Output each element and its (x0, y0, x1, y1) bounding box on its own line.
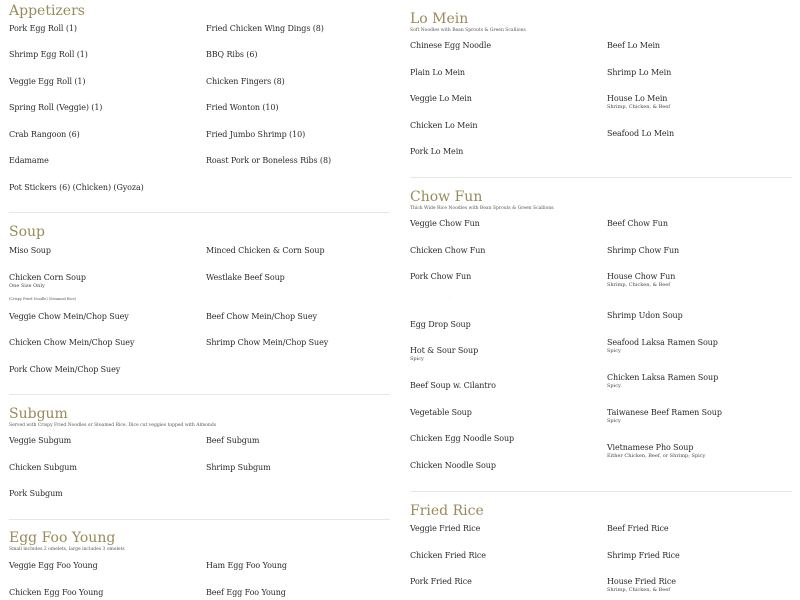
section-title-appetizers: Appetizers (9, 3, 85, 19)
menu-item[interactable]: Pork Chow Fun (410, 272, 472, 281)
menu-item[interactable]: Westlake Beef Soup (206, 273, 285, 282)
menu-item[interactable]: Chicken Egg Foo Young (9, 588, 104, 597)
menu-item[interactable]: Veggie Subgum (9, 436, 72, 445)
menu-item[interactable]: Roast Pork or Boneless Ribs (8) (206, 156, 331, 165)
menu-item[interactable]: Vegetable Soup (410, 408, 472, 417)
section-title-egg-foo-young: Egg Foo Young (9, 530, 116, 546)
menu-item[interactable]: Chicken Chow Fun (410, 246, 486, 255)
menu-item[interactable]: Beef Fried Rice (607, 524, 669, 533)
menu-item[interactable]: Pork Chow Mein/Chop Suey (9, 365, 121, 374)
section-divider (9, 519, 390, 520)
menu-item[interactable]: Pork Fried Rice (410, 577, 472, 586)
section-soup (9, 224, 390, 241)
menu-item[interactable]: Fried Wonton (10) (206, 103, 279, 112)
menu-item[interactable]: Hot & Sour Soup Spicy (410, 346, 479, 362)
menu-item[interactable]: Spring Roll (Veggie) (1) (9, 103, 103, 112)
menu-item[interactable]: Beef Chow Mein/Chop Suey (206, 312, 317, 321)
menu-item[interactable]: Veggie Egg Roll (1) (9, 77, 86, 86)
section-subgum (9, 406, 390, 429)
menu-item[interactable]: House Chow Fun Shrimp, Chicken, & Beef (607, 272, 676, 288)
menu-item[interactable]: Chicken Lo Mein (410, 121, 478, 130)
menu-item[interactable]: Ham Egg Foo Young (206, 561, 287, 570)
section-subtitle-lo-mein: Soft Noodles with Bean Sprouts & Green Scallions (410, 28, 526, 33)
section-chow-fun (410, 189, 792, 212)
menu-item[interactable]: Beef Lo Mein (607, 41, 660, 50)
menu-item[interactable]: Chicken Chow Mein/Chop Suey (9, 338, 135, 347)
menu-item[interactable]: Veggie Fried Rice (410, 524, 481, 533)
menu-item[interactable]: Chicken Corn Soup One Size Only (9, 273, 86, 289)
menu-item[interactable]: Veggie Egg Foo Young (9, 561, 98, 570)
menu-item[interactable]: Pork Lo Mein (410, 147, 464, 156)
menu-item[interactable]: Minced Chicken & Corn Soup (206, 246, 325, 255)
menu-item[interactable]: Shrimp Lo Mein (607, 68, 672, 77)
section-appetizers (9, 3, 390, 20)
section-subtitle-subgum: Served with Crispy Fried Noodles or Steamed Rice. Dice cut veggies topped with Almonds (9, 423, 217, 428)
section-egg-foo-young (9, 530, 390, 553)
menu-item[interactable]: Chicken Noodle Soup (410, 461, 496, 470)
section-divider (9, 212, 390, 213)
menu-item[interactable]: Chinese Egg Noodle (410, 41, 491, 50)
section-title-chow-fun: Chow Fun (410, 189, 483, 205)
menu-item[interactable]: Shrimp Udon Soup (607, 311, 683, 320)
stray-mark: · (449, 295, 451, 300)
menu-item[interactable]: Plain Lo Mein (410, 68, 465, 77)
section-divider (410, 491, 792, 492)
section-title-subgum: Subgum (9, 406, 68, 422)
menu-item[interactable]: Fried Jumbo Shrimp (10) (206, 130, 306, 139)
menu-item[interactable]: Pork Egg Roll (1) (9, 24, 77, 33)
section-title-lo-mein: Lo Mein (410, 11, 469, 27)
menu-item[interactable]: Miso Soup (9, 246, 51, 255)
menu-item[interactable]: Veggie Chow Fun (410, 219, 480, 228)
menu-item[interactable]: Chicken Egg Noodle Soup (410, 434, 515, 443)
menu-item[interactable]: Fried Chicken Wing Dings (8) (206, 24, 324, 33)
section-lo-mein (410, 11, 792, 34)
menu-item[interactable]: House Lo Mein Shrimp, Chicken, & Beef (607, 94, 671, 110)
menu-item[interactable]: Beef Egg Foo Young (206, 588, 286, 597)
menu-item[interactable]: Shrimp Egg Roll (1) (9, 50, 88, 59)
menu-item[interactable]: Edamame (9, 156, 49, 165)
menu-item[interactable]: Shrimp Subgum (206, 463, 271, 472)
menu-item[interactable]: Veggie Lo Mein (410, 94, 472, 103)
section-subtitle-chow-fun: Thick Wide Rice Noodles with Bean Sprouts & Green Scallions (410, 206, 554, 211)
menu-item[interactable]: Seafood Lo Mein (607, 129, 675, 138)
section-divider (410, 177, 792, 178)
menu-item[interactable]: Taiwanese Beef Ramen Soup Spicy (607, 408, 722, 424)
section-divider (9, 394, 390, 395)
menu-item[interactable]: Chicken Laksa Ramen Soup Spicy (607, 373, 719, 389)
menu-item[interactable]: Vietnamese Pho Soup Either Chicken, Beef, or Shrimp; Spicy (607, 443, 706, 459)
menu-item[interactable]: Shrimp Chow Mein/Chop Suey (206, 338, 329, 347)
menu-item[interactable]: Pot Stickers (6) (Chicken) (Gyoza) (9, 183, 144, 192)
menu-item[interactable]: Seafood Laksa Ramen Soup Spicy (607, 338, 718, 354)
section-title-soup: Soup (9, 224, 45, 240)
section-fried-rice (410, 503, 792, 520)
menu-item[interactable]: Crab Rangoon (6) (9, 130, 80, 139)
menu-item[interactable]: Veggie Chow Mein/Chop Suey (9, 312, 129, 321)
menu-item[interactable]: Egg Drop Soup (410, 320, 471, 329)
menu-item[interactable]: Shrimp Chow Fun (607, 246, 680, 255)
section-title-fried-rice: Fried Rice (410, 503, 484, 519)
menu-item[interactable]: House Fried Rice Shrimp, Chicken, & Beef (607, 577, 676, 593)
menu-item[interactable]: Chicken Fingers (8) (206, 77, 285, 86)
section-subtitle-egg-foo-young: Small includes 2 omelets, large includes 3 omelets (9, 547, 125, 552)
serving-note: (Crispy Fried Noodle) (Steamed Rice) (9, 297, 77, 301)
menu-item[interactable]: Beef Subgum (206, 436, 260, 445)
menu-item[interactable]: Chicken Fried Rice (410, 551, 486, 560)
menu-item[interactable]: Shrimp Fried Rice (607, 551, 680, 560)
menu-item[interactable]: Beef Chow Fun (607, 219, 668, 228)
menu-item[interactable]: Pork Subgum (9, 489, 63, 498)
menu-item[interactable]: Chicken Subgum (9, 463, 77, 472)
menu-item[interactable]: Beef Soup w. Cilantro (410, 381, 496, 390)
menu-item[interactable]: BBQ Ribs (6) (206, 50, 258, 59)
